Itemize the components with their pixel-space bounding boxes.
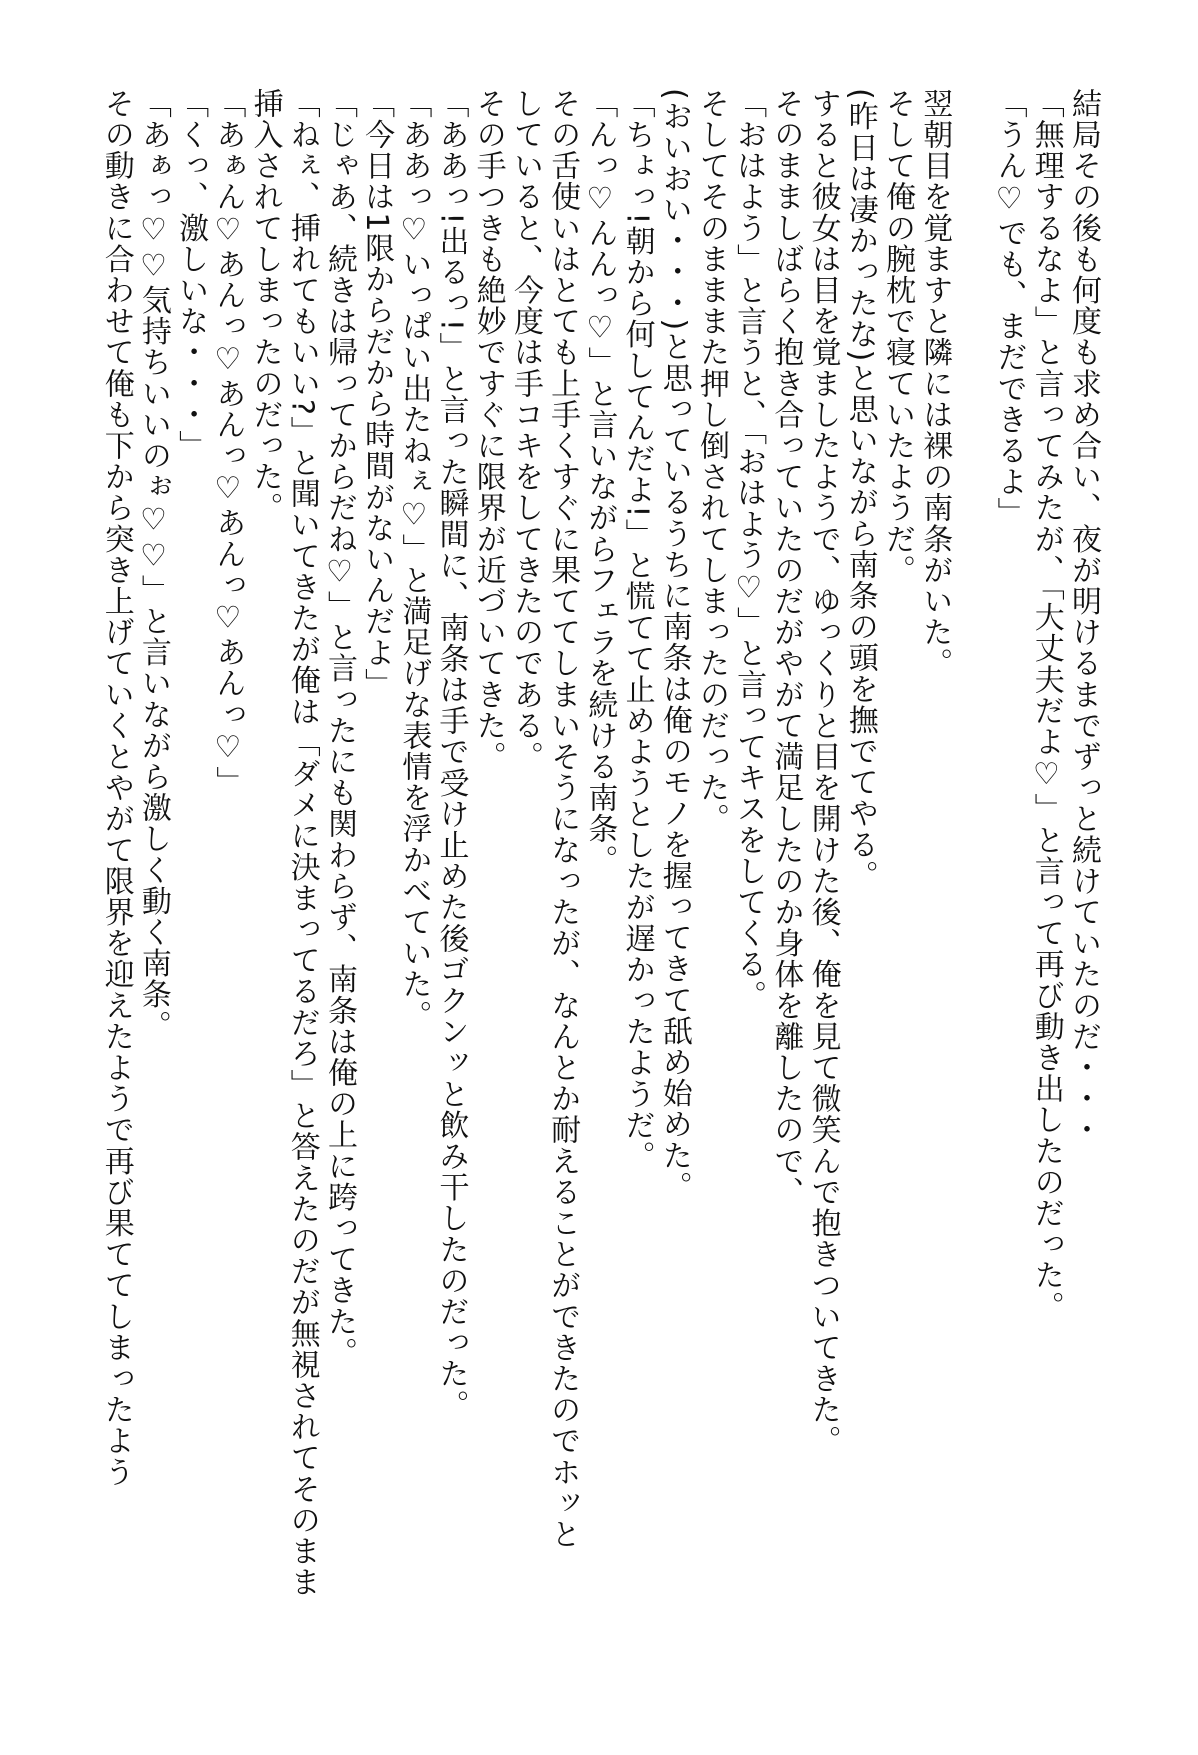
- text-line: その動きに合わせて俺も下から突き上げていくとやがて限界を迎えたようで再び果ててしまったよう: [98, 88, 134, 1488]
- text-line: そして俺の腕枕で寝ていたようだ。: [879, 88, 915, 586]
- text-line: 「ねぇ、挿れてもいい?」と聞いてきたが俺は「ダメに決まってるだろ」と答えたのだが無視されてそのまま: [284, 88, 320, 1598]
- text-line: 挿入されてしまったのだった。: [247, 88, 283, 524]
- text-line: そしてそのまままた押し倒されてしまったのだった。: [693, 88, 729, 835]
- text-line: 「あぁっ♡♡気持ちいいのぉ♡♡」と言いながら激しく動く南条。: [135, 88, 171, 1041]
- text-line: 翌朝目を覚ますと隣には裸の南条がいた。: [917, 88, 953, 679]
- text-line: その舌使いはとても上手くすぐに果ててしまいそうになったが、なんとか耐えることができたのでホッと: [545, 88, 581, 1550]
- text-line: 「ちょっ!朝から何してんだよ!」と慌てて止めようとしたが遅かったようだ。: [619, 88, 655, 1172]
- text-line: 「くっ、激しいな・・・」: [173, 88, 209, 462]
- text-line: 「うん♡でも、まだできるよ」: [991, 88, 1027, 529]
- text-line: していると、今度は手コキをしてきたのである。: [507, 88, 543, 773]
- text-line: すると彼女は目を覚ましたようで、ゆっくりと目を開けた後、俺を見て微笑んで抱きついてきた。: [805, 88, 841, 1457]
- text-line: 「じゃあ、続きは帰ってからだね♡」と言ったにも関わらず、南条は俺の上に跨ってきた。: [321, 88, 357, 1369]
- text-line: 「んっ♡んんっ♡」と言いながらフェラを続ける南条。: [582, 88, 618, 876]
- text-line: そのまましばらく抱き合っていたのだがやがて満足したのか身体を離したので、: [768, 88, 804, 1208]
- text-line: 「無理するなよ」と言ってみたが、「大丈夫だよ♡」と言って再び動き出したのだった。: [1028, 88, 1064, 1322]
- text-line: 結局その後も何度も求め合い、夜が明けるまでずっと続けていたのだ・・・: [1066, 88, 1101, 1146]
- text-line: (昨日は凄かったな)と思いながら南条の頭を撫でてやる。: [842, 88, 878, 892]
- text-line: 「ああっ!出るっ!」と言った瞬間に、南条は手で受け止めた後ゴクンッと飲み干したのだった。: [433, 88, 469, 1421]
- text-line: 「あぁん♡あんっ♡あんっ♡あんっ♡あんっ♡」: [210, 88, 246, 798]
- text-line: その手つきも絶妙ですぐに限界が近づいてきた。: [470, 88, 506, 773]
- blank-line: [953, 88, 990, 1668]
- text-line: 「おはよう」と言うと、「おはよう♡」と言ってキスをしてくる。: [731, 88, 767, 1011]
- text-line: 「ああっ♡いっぱい出たねぇ♡」と満足げな表情を浮かべていた。: [396, 88, 432, 1031]
- vertical-text-block: [92, 88, 1102, 1668]
- text-line: (おいおい・・・)と思っているうちに南条は俺のモノを握ってきて舐め始めた。: [656, 88, 692, 1203]
- text-line: 「今日は1限からだから時間がないんだよ」: [359, 88, 395, 700]
